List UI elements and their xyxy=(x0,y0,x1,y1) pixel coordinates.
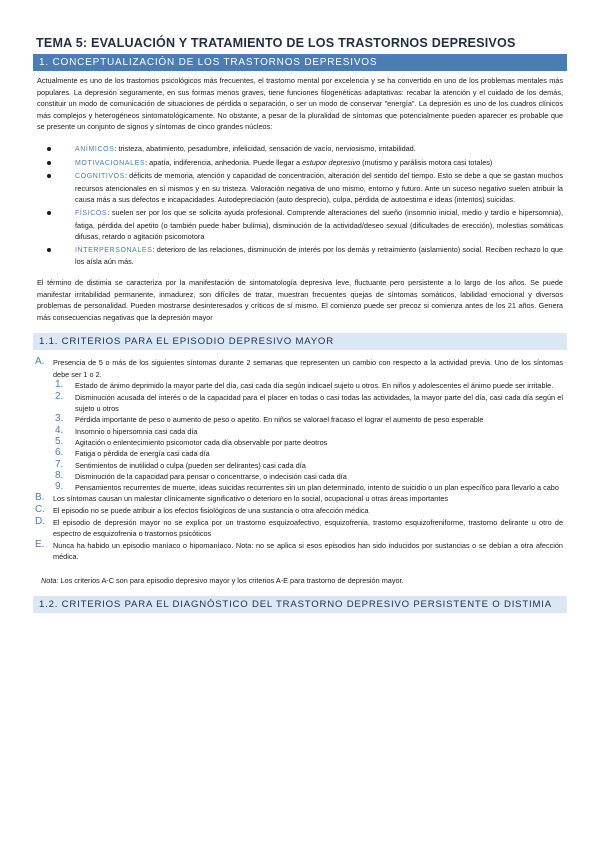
item-text: Disminución acusada del interés o de la capacidad para el placer en todas o casi todas las actividades, la mayor parte del día, casi cada día según el sujeto u otros xyxy=(75,392,563,414)
item-number: 3. xyxy=(55,413,64,425)
bullet-label: MOTIVACIONALES xyxy=(75,159,146,167)
bullet-icon xyxy=(47,248,51,252)
list-item xyxy=(33,207,567,243)
criterion-letter: D. xyxy=(35,515,45,527)
criterion-e xyxy=(33,540,567,563)
item-number: 6. xyxy=(55,447,64,459)
criterion-b xyxy=(33,493,567,505)
bullet-text: : apatía, indiferencia, anhedonia. Puede llegar a xyxy=(145,157,303,167)
criterion-letter: E. xyxy=(35,538,45,550)
bullet-text: : tristeza, abatimiento, pesadumbre, infelicidad, sensación de vacío, nerviosismo, irritabilidad. xyxy=(114,143,416,153)
item-text: Fatiga o pérdida de energía casi cada día xyxy=(75,449,210,459)
item-number: 5. xyxy=(55,435,64,447)
bullet-text: : déficits de memoria, atención y capacidad de concentración, alteración del sentido del tiempo. Esto se debe a que se gastan muchos recursos atencionales en sí mismos y en su tristeza. Valoración negativa de uno mismo, entorno y futuro. Ante un suceso negativo suelen atribuir la causa más a sus defectos e incapacidades. Autodepreciación (auto desprecio), culpa, pérdida de autoestima e ideas (intentos) suicidas. xyxy=(75,171,563,205)
item-number: 9. xyxy=(55,481,64,493)
criterion-text: El episodio de depresión mayor no se explica por un trastorno esquizoafectivo, esquizofrenia, trastorno esquizofreniforme, trastorno delirante u otro de espectro de esquizofrenia o trastornos psicóticos xyxy=(53,517,563,539)
list-item xyxy=(33,460,567,471)
criterion-a-symptom-list xyxy=(33,380,567,493)
criteria-note xyxy=(41,575,567,586)
list-item xyxy=(33,392,567,415)
item-text: Pérdida importante de peso o aumento de peso o apetito. En niños se valorael fracaso el lograr el aumento de peso esperable xyxy=(75,415,484,425)
criterion-text: Presencia de 5 o más de los siguientes síntomas durante 2 semanas que representen un cambio con respecto a la actividad previa. Uno de los síntomas debe ser 1 o 2. xyxy=(53,358,563,379)
criterion-text: El episodio no se puede atribuir a los efectos fisiológicos de una sustancia o otra afección médica xyxy=(53,506,369,516)
symptom-core-list xyxy=(33,143,567,268)
bullet-text-continued: (mutismo y parálisis motora casi totales) xyxy=(360,157,493,167)
section-heading-1-1: 1.1. CRITERIOS PARA EL EPISODIO DEPRESIVO MAYOR xyxy=(33,333,567,350)
list-item xyxy=(33,157,567,170)
item-text: Estado de ánimo deprimido la mayor parte del día, casi cada día según indicael sujeto u otros. En niños y adolescentes el ánimo puede ser irritable. xyxy=(75,381,554,391)
bullet-icon xyxy=(47,174,51,178)
bullet-italic-text: estupor depresivo xyxy=(302,157,361,167)
bullet-icon xyxy=(47,161,51,165)
list-item xyxy=(33,448,567,459)
list-item xyxy=(33,482,567,493)
item-number: 4. xyxy=(55,424,64,436)
document-page xyxy=(33,36,567,613)
item-text: Agitación o enlentecimiento psicomotor cada día observable por parte deotros xyxy=(75,437,328,447)
note-text: Los criterios A-C son para episodio depresivo mayor y los criterios A-E para trastorno de depresión mayor. xyxy=(58,576,404,585)
criterion-letter: B. xyxy=(35,492,45,504)
item-text: Pensamientos recurrentes de muerte, ideas suicidas recurrentes sin un plan determinado, intento de suicidio o un plan específico para llevarlo a cabo xyxy=(75,483,559,493)
list-item xyxy=(33,244,567,268)
criterion-text: Los síntomas causan un malestar clínicamente significativo o deterioro en lo social, ocupacional u otras áreas importantes xyxy=(53,494,449,504)
section-heading-1-2: 1.2. CRITERIOS PARA EL DIAGNÓSTICO DEL TRASTORNO DEPRESIVO PERSISTENTE O DISTIMIA xyxy=(33,596,567,613)
bullet-label: COGNITIVOS xyxy=(75,173,125,181)
criterion-letter: A. xyxy=(35,356,45,368)
section-heading-1: 1. CONCEPTUALIZACIÓN DE LOS TRASTORNOS DEPRESIVOS xyxy=(33,54,567,71)
bullet-label: FÍSICOS xyxy=(75,209,108,217)
distimia-paragraph: El término de distimia se caracteriza por la manifestación de sintomatología depresiva leve, fluctuante pero persistente a lo largo de los años. Se puede manifestar irritabilidad permanente, inmadurez, son difíciles de tratar, muestran frecuentes quejas de síntomas somáticos, labilidad emocional y diversos problemas de personalidad. Pueden mostrarse desinteresados y críticos de sí mismo. El comienzo puede ser precoz si comienza antes de los 21 años. Genera más consecuencias negativas que la depresión mayor xyxy=(37,277,563,322)
item-number: 7. xyxy=(55,458,64,470)
criterion-a xyxy=(33,357,567,380)
bullet-label: INTERPERSONALES xyxy=(75,246,153,254)
list-item xyxy=(33,471,567,482)
criterion-c xyxy=(33,505,567,517)
item-text: Insomnio o hipersomnia casi cada día xyxy=(75,426,198,436)
bullet-text: : deterioro de las relaciones, disminución de interés por los demás y retraimiento (aislamiento) social. Reciben rechazo lo que los aísla aún más. xyxy=(75,244,563,267)
item-text: Disminución de la capacidad para pensar o concentrarse, o indecisión casi cada día xyxy=(75,471,347,481)
item-text: Sentimientos de inutilidad o culpa (pueden ser delirantes) casi cada día xyxy=(75,460,306,470)
bullet-label: ANÍMICOS xyxy=(75,145,115,153)
criterion-d xyxy=(33,517,567,540)
page-title: TEMA 5: EVALUACIÓN Y TRATAMIENTO DE LOS TRASTORNOS DEPRESIVOS xyxy=(36,36,516,50)
criteria-list xyxy=(33,357,567,563)
list-item xyxy=(33,426,567,437)
note-label: Nota: xyxy=(41,576,59,585)
bullet-icon xyxy=(47,147,51,151)
bullet-icon xyxy=(47,211,51,215)
list-item xyxy=(33,170,567,206)
criterion-letter: C. xyxy=(35,504,45,516)
list-item xyxy=(33,437,567,448)
item-number: 8. xyxy=(55,469,64,481)
list-item xyxy=(33,414,567,425)
item-number: 1. xyxy=(55,379,64,391)
intro-paragraph: Actualmente es uno de los trastornos psicológicos más frecuentes, el trastorno mental por excelencia y se ha convertido en uno de los problemas mentales más populares. La depresión seguramente, en sus formas menos graves, tiene funciones filogenéticas adaptativas: recabar la atención y el cuidado de los demás, constituir un modo de comunicación de situaciones de pérdida o separación, o ser un modo de conservar "energía". La depresión es uno de los cuadros clínicos más complejos y heterogéneos sintomatológicamente. No obstante, a pesar de la pluralidad de síntomas que potencialmente pueden aparecer es probable que se presente un conjunto de signos y síntomas de cinco grandes núcleos: xyxy=(37,76,563,132)
criterion-text: Nunca ha habido un episodio maníaco o hipomaníaco. Nota: no se aplica si esos episodios han sido inducidos por sustancias o se debían a otra afección médica. xyxy=(53,540,563,562)
list-item xyxy=(33,143,567,156)
list-item xyxy=(33,380,567,391)
item-number: 2. xyxy=(55,390,64,402)
bullet-text: : suelen ser por los que se solicita ayuda profesional. Comprende alteraciones del sueño (insomnio inicial, medio y tardío e hipersomnia), fatiga, pérdida del apetito (o también puede haber bulimia), disminución de la actividad/deseo sexual (dificultades de erección), molestias somáticas difusas, retardo o agitación psicomotora xyxy=(75,207,563,242)
